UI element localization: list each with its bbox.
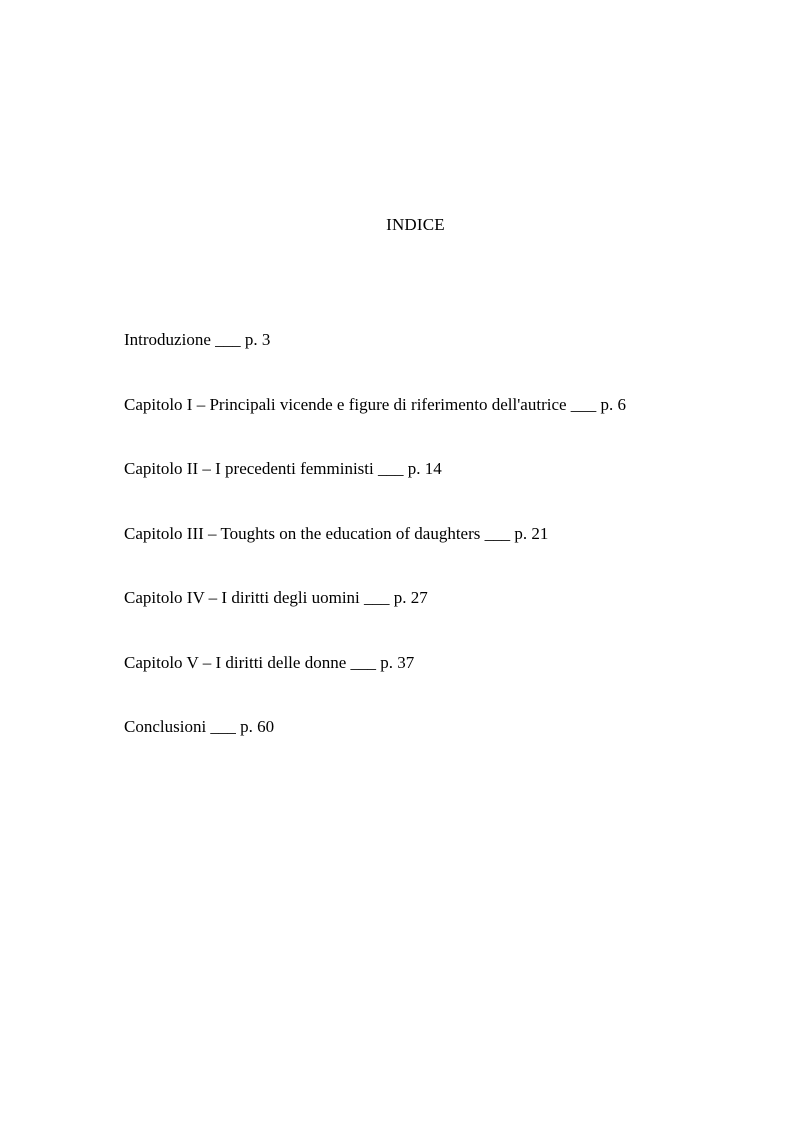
table-of-contents	[124, 329, 744, 781]
toc-entry-capitolo-3: Capitolo III – Toughts on the education of daughters ___ p. 21	[124, 523, 549, 543]
toc-entry-capitolo-5: Capitolo V – I diritti delle donne ___ p. 37	[124, 652, 415, 672]
page-title: INDICE	[386, 215, 445, 234]
toc-entry-capitolo-1: Capitolo I – Principali vicende e figure di riferimento dell'autrice ___ p. 6	[124, 394, 627, 414]
toc-entry-capitolo-2: Capitolo II – I precedenti femministi ___ p. 14	[124, 459, 442, 478]
toc-entry-conclusioni: Conclusioni ___ p. 60	[124, 717, 275, 736]
toc-entry-capitolo-4: Capitolo IV – I diritti degli uomini ___ p. 27	[124, 588, 428, 607]
toc-entry-introduzione: Introduzione ___ p. 3	[124, 330, 271, 349]
